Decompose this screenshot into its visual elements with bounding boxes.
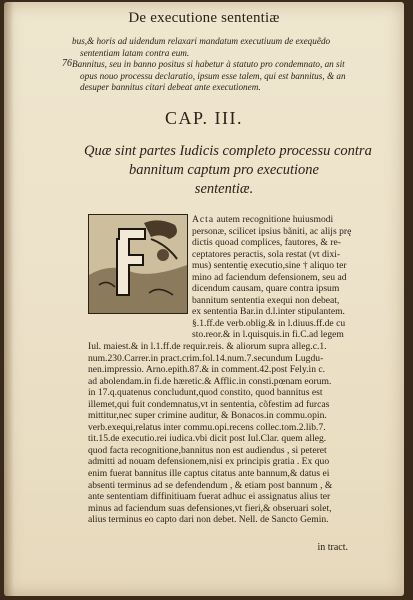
first-word: Acta bbox=[192, 214, 215, 225]
text-line: Iul. maiest.& in l.1.ff.de requir.reis. & aliorum supra alleg.c.1. bbox=[88, 341, 327, 353]
text-line: num.230.Carrer.in pract.crim.fol.14.num.7.secundum Lugdu- bbox=[88, 352, 324, 364]
running-head: De executione sententiæ bbox=[128, 10, 280, 26]
text-line: Acta autem recognitione huiusmodi bbox=[192, 214, 334, 225]
text-line: alius terminus eo capto dari non debet. Nell. de Sancto Gemin. bbox=[88, 514, 329, 526]
text-line: admitti ad nouam defensionem,nisi ex principis gratia . Ex quo bbox=[88, 456, 330, 468]
text-line: dicendum causam, quare contra ipsum bbox=[192, 283, 340, 295]
text-line: desuper bannitus citari debeat ante executionem. bbox=[80, 82, 261, 92]
text-line: absenti terminus ad se defendendum , & etiam post bannum , & bbox=[88, 479, 333, 491]
book-page bbox=[4, 2, 404, 596]
text-line: sententiam latam contra eum. bbox=[80, 47, 190, 58]
text-line: ceptatores peractis, sola restat (vt dixi- bbox=[192, 248, 341, 260]
text-line: bannitum sententia exequi non debeat, bbox=[192, 294, 340, 306]
text-line: Bannitus, seu in banno positus si habetur à statuto pro condemnato, an sit bbox=[72, 59, 345, 69]
margin-number: 76 bbox=[62, 58, 72, 69]
text-line: in 17.q.quatenus concludunt,quod constito, quod bannitus est bbox=[88, 387, 323, 399]
text-line: enim fuerat bannitus ille captus citatus ante bannum,& datus ei bbox=[88, 468, 330, 480]
text-line: verb.exequi,relatus inter commu.opi.recens collec.tom.2.lib.7. bbox=[88, 421, 326, 433]
text-line: quod facta recognitione,bannitus non est audiendus , si peteret bbox=[88, 444, 327, 456]
text-line: minus ad faciendum suas defensiones,vt fieri,& obseruari solet, bbox=[88, 502, 332, 514]
text-line: illemet,qui fuit condemnatus,vt in sententia, cõfestim ad furcas bbox=[88, 398, 330, 410]
text-line: personæ, scilicet ipsius bãniti, ac alijs prę bbox=[192, 225, 352, 237]
text-line: dictis quoad complices, fautores, & re- bbox=[192, 237, 341, 249]
text-line: mittitur,nec super crimine auditur, & Bonacos.in commu.opin. bbox=[88, 410, 327, 422]
title-line: sententiæ. bbox=[194, 181, 254, 197]
catchword: in tract. bbox=[317, 542, 348, 553]
chapter-heading: CAP. III. bbox=[164, 108, 243, 128]
text-line: nen.impressio. Arno.epith.87.& in comment.42.post Fely.in c. bbox=[88, 364, 326, 376]
text-line: sto.reor.& in l.quisquis.in fi.C.ad legem bbox=[192, 329, 344, 341]
text-line: bus,& horis ad uidendum relaxari mandatum executiuum de exequẽdo bbox=[72, 36, 331, 46]
chapter-body bbox=[88, 214, 390, 526]
title-line: Quæ sint partes Iudicis completo processu contra bbox=[84, 143, 372, 159]
text-line: mino ad faciendum defensionem, seu ad bbox=[192, 271, 347, 283]
previous-section-text bbox=[72, 36, 386, 94]
text-line: tit.15.de executio.rei iudica.vbi dicit post Iul.Clar. quem alleg. bbox=[88, 433, 327, 445]
text-line: mus) sententię executio,sine † aliquo ter bbox=[192, 260, 347, 272]
text-line: opus nouo processu declaratio, ipsum esse talem, qui est bannitus, & an bbox=[80, 70, 346, 81]
chapter-title bbox=[84, 142, 372, 199]
text-line: §.1.ff.de verb.oblig.& in l.diuus.ff.de cu bbox=[192, 317, 346, 329]
text-line: ad abolendam.in fi.de hæretic.& Afflic.in consti.pœnam eorum. bbox=[88, 375, 332, 387]
title-line: bannitum captum pro executione bbox=[129, 162, 319, 178]
text-line: ante sententiam diffinitiuam fuerat adhuc ei assignatus alius ter bbox=[88, 491, 331, 503]
text-line: ex sententia Bar.in d.l.inter stipulantem. bbox=[192, 306, 345, 318]
